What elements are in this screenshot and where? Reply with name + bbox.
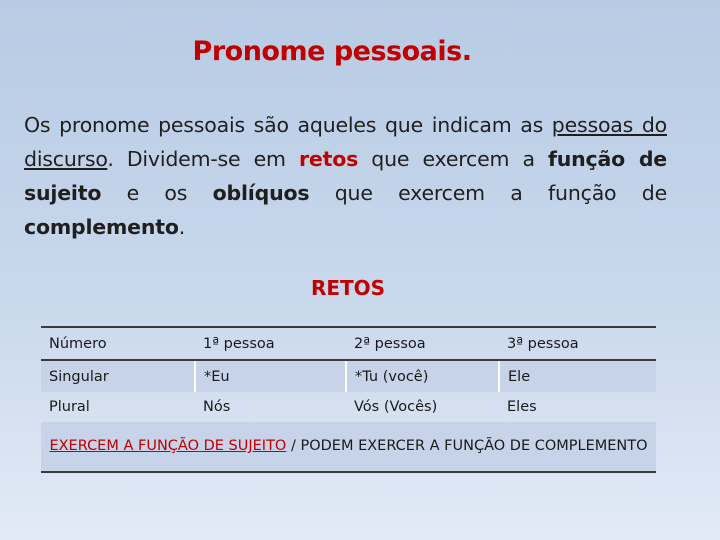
text-segment: . Dividem-se em — [107, 147, 299, 171]
bold-term: oblíquos — [212, 181, 310, 205]
section-title: RETOS — [310, 276, 386, 300]
header-cell: 3ª pessoa — [499, 327, 656, 360]
footer-highlight: EXERCEM A FUNÇÃO DE SUJEITO — [49, 438, 287, 454]
table-footer-row — [41, 422, 656, 472]
highlight-term-retos: retos — [299, 147, 359, 171]
text-segment: Os pronome pessoais são aqueles que indicam as — [24, 113, 552, 137]
table-cell: Ele — [499, 360, 656, 392]
table-row — [41, 392, 656, 422]
bold-term: função de sujeito — [24, 147, 667, 205]
header-cell: 1ª pessoa — [195, 327, 346, 360]
table-header-row — [41, 327, 656, 360]
pronoun-table — [41, 326, 656, 473]
table-cell: Eles — [507, 399, 537, 415]
bold-term: complemento — [24, 215, 179, 239]
text-segment: que exercem a função de — [309, 181, 667, 205]
header-cell: 2ª pessoa — [346, 327, 499, 360]
table-cell: *Eu — [195, 360, 346, 392]
table-row — [41, 360, 656, 392]
underlined-term: pessoas do discurso — [24, 113, 667, 171]
footer-cell — [41, 422, 656, 472]
table-cell: Nós — [203, 399, 231, 415]
table-cell: *Tu (você) — [346, 360, 499, 392]
slide-title: Pronome pessoais. — [192, 36, 472, 67]
table-cell: Singular — [41, 360, 195, 392]
intro-paragraph — [24, 108, 667, 244]
text-segment: que exercem a — [358, 147, 549, 171]
text-segment: . — [178, 215, 186, 239]
table-cell: Vós (Vocês) — [354, 399, 438, 415]
table-cell: Plural — [49, 399, 90, 415]
footer-text: / PODEM EXERCER A FUNÇÃO DE COMPLEMENTO — [286, 438, 648, 454]
text-segment: e os — [101, 181, 213, 205]
header-cell: Número — [41, 327, 195, 360]
